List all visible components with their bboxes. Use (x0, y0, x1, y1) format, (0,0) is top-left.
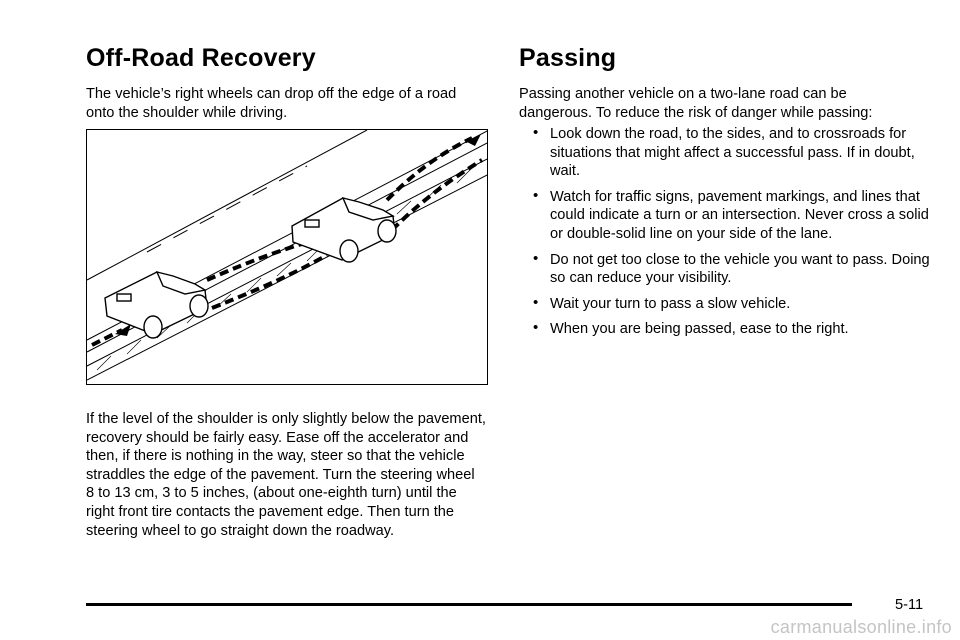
list-item (533, 125, 938, 181)
off-road-recovery-instructions: If the level of the shoulder is only slightly below the pavement, recovery should be fairly easy. Ease off the accelerator and then, if there is nothing in the way, steer so that the vehicle straddles the edge of the pavement. Turn the steering wheel 8 to 13 cm, 3 to 5 inches, (about one-eighth turn) until the right front tire contacts the pavement edge. Then turn the steering wheel to go straight down the roadway. (86, 411, 486, 539)
bullet-icon: • (533, 293, 539, 311)
list-item (533, 320, 938, 339)
list-item-text: Watch for traffic signs, pavement markings, and lines that could indicate a turn or an intersection. Never cross a solid or double-solid line on your side of the lane. (550, 188, 929, 242)
track-lower-right (392, 160, 482, 230)
bullet-icon: • (533, 249, 539, 267)
bullet-icon: • (533, 319, 539, 337)
truck-rear-toolbox (117, 294, 131, 301)
truck-rear (105, 272, 208, 338)
truck-front-toolbox (305, 220, 319, 227)
list-item-text: Do not get too close to the vehicle you want to pass. Doing so can reduce your visibility. (550, 251, 930, 287)
off-road-recovery-illustration (86, 129, 488, 385)
list-item-text: When you are being passed, ease to the right. (550, 321, 849, 338)
section-title-passing: Passing (519, 44, 617, 72)
truck-rear-wheel-front (144, 316, 162, 338)
bullet-icon: • (533, 124, 539, 141)
list-item-text: Look down the road, to the sides, and to crossroads for situations that might affect a successful pass. If in doubt, wait. (550, 126, 915, 180)
road-lines (87, 130, 488, 380)
section-title-off-road-recovery: Off-Road Recovery (86, 44, 316, 72)
passing-intro-paragraph: Passing another vehicle on a two-lane road can be dangerous. To reduce the risk of danger while passing: (519, 86, 873, 121)
truck-front-wheel-back (378, 220, 396, 242)
truck-front-wheel-front (340, 240, 358, 262)
passing-tips-list (533, 125, 938, 346)
track-rear-start (92, 330, 122, 345)
list-item (533, 188, 938, 244)
track-lower-left (212, 255, 327, 308)
center-dashed-line (147, 166, 307, 252)
road-recovery-drawing (87, 130, 488, 385)
list-item (533, 295, 938, 314)
bullet-icon: • (533, 186, 539, 204)
arrow-head-1 (115, 324, 131, 336)
truck-rear-wheel-back (190, 295, 208, 317)
track-upper-right (387, 138, 472, 200)
shoulder-hatching (97, 169, 471, 370)
page-number: 5-11 (895, 597, 924, 613)
watermark: carmanualsonline.info (770, 617, 952, 637)
list-item-text: Wait your turn to pass a slow vehicle. (550, 295, 791, 312)
off-road-intro-paragraph: The vehicle’s right wheels can drop off the edge of a road onto the shoulder while driving. (86, 86, 457, 121)
list-item (533, 251, 938, 288)
footer-rule (86, 603, 852, 606)
